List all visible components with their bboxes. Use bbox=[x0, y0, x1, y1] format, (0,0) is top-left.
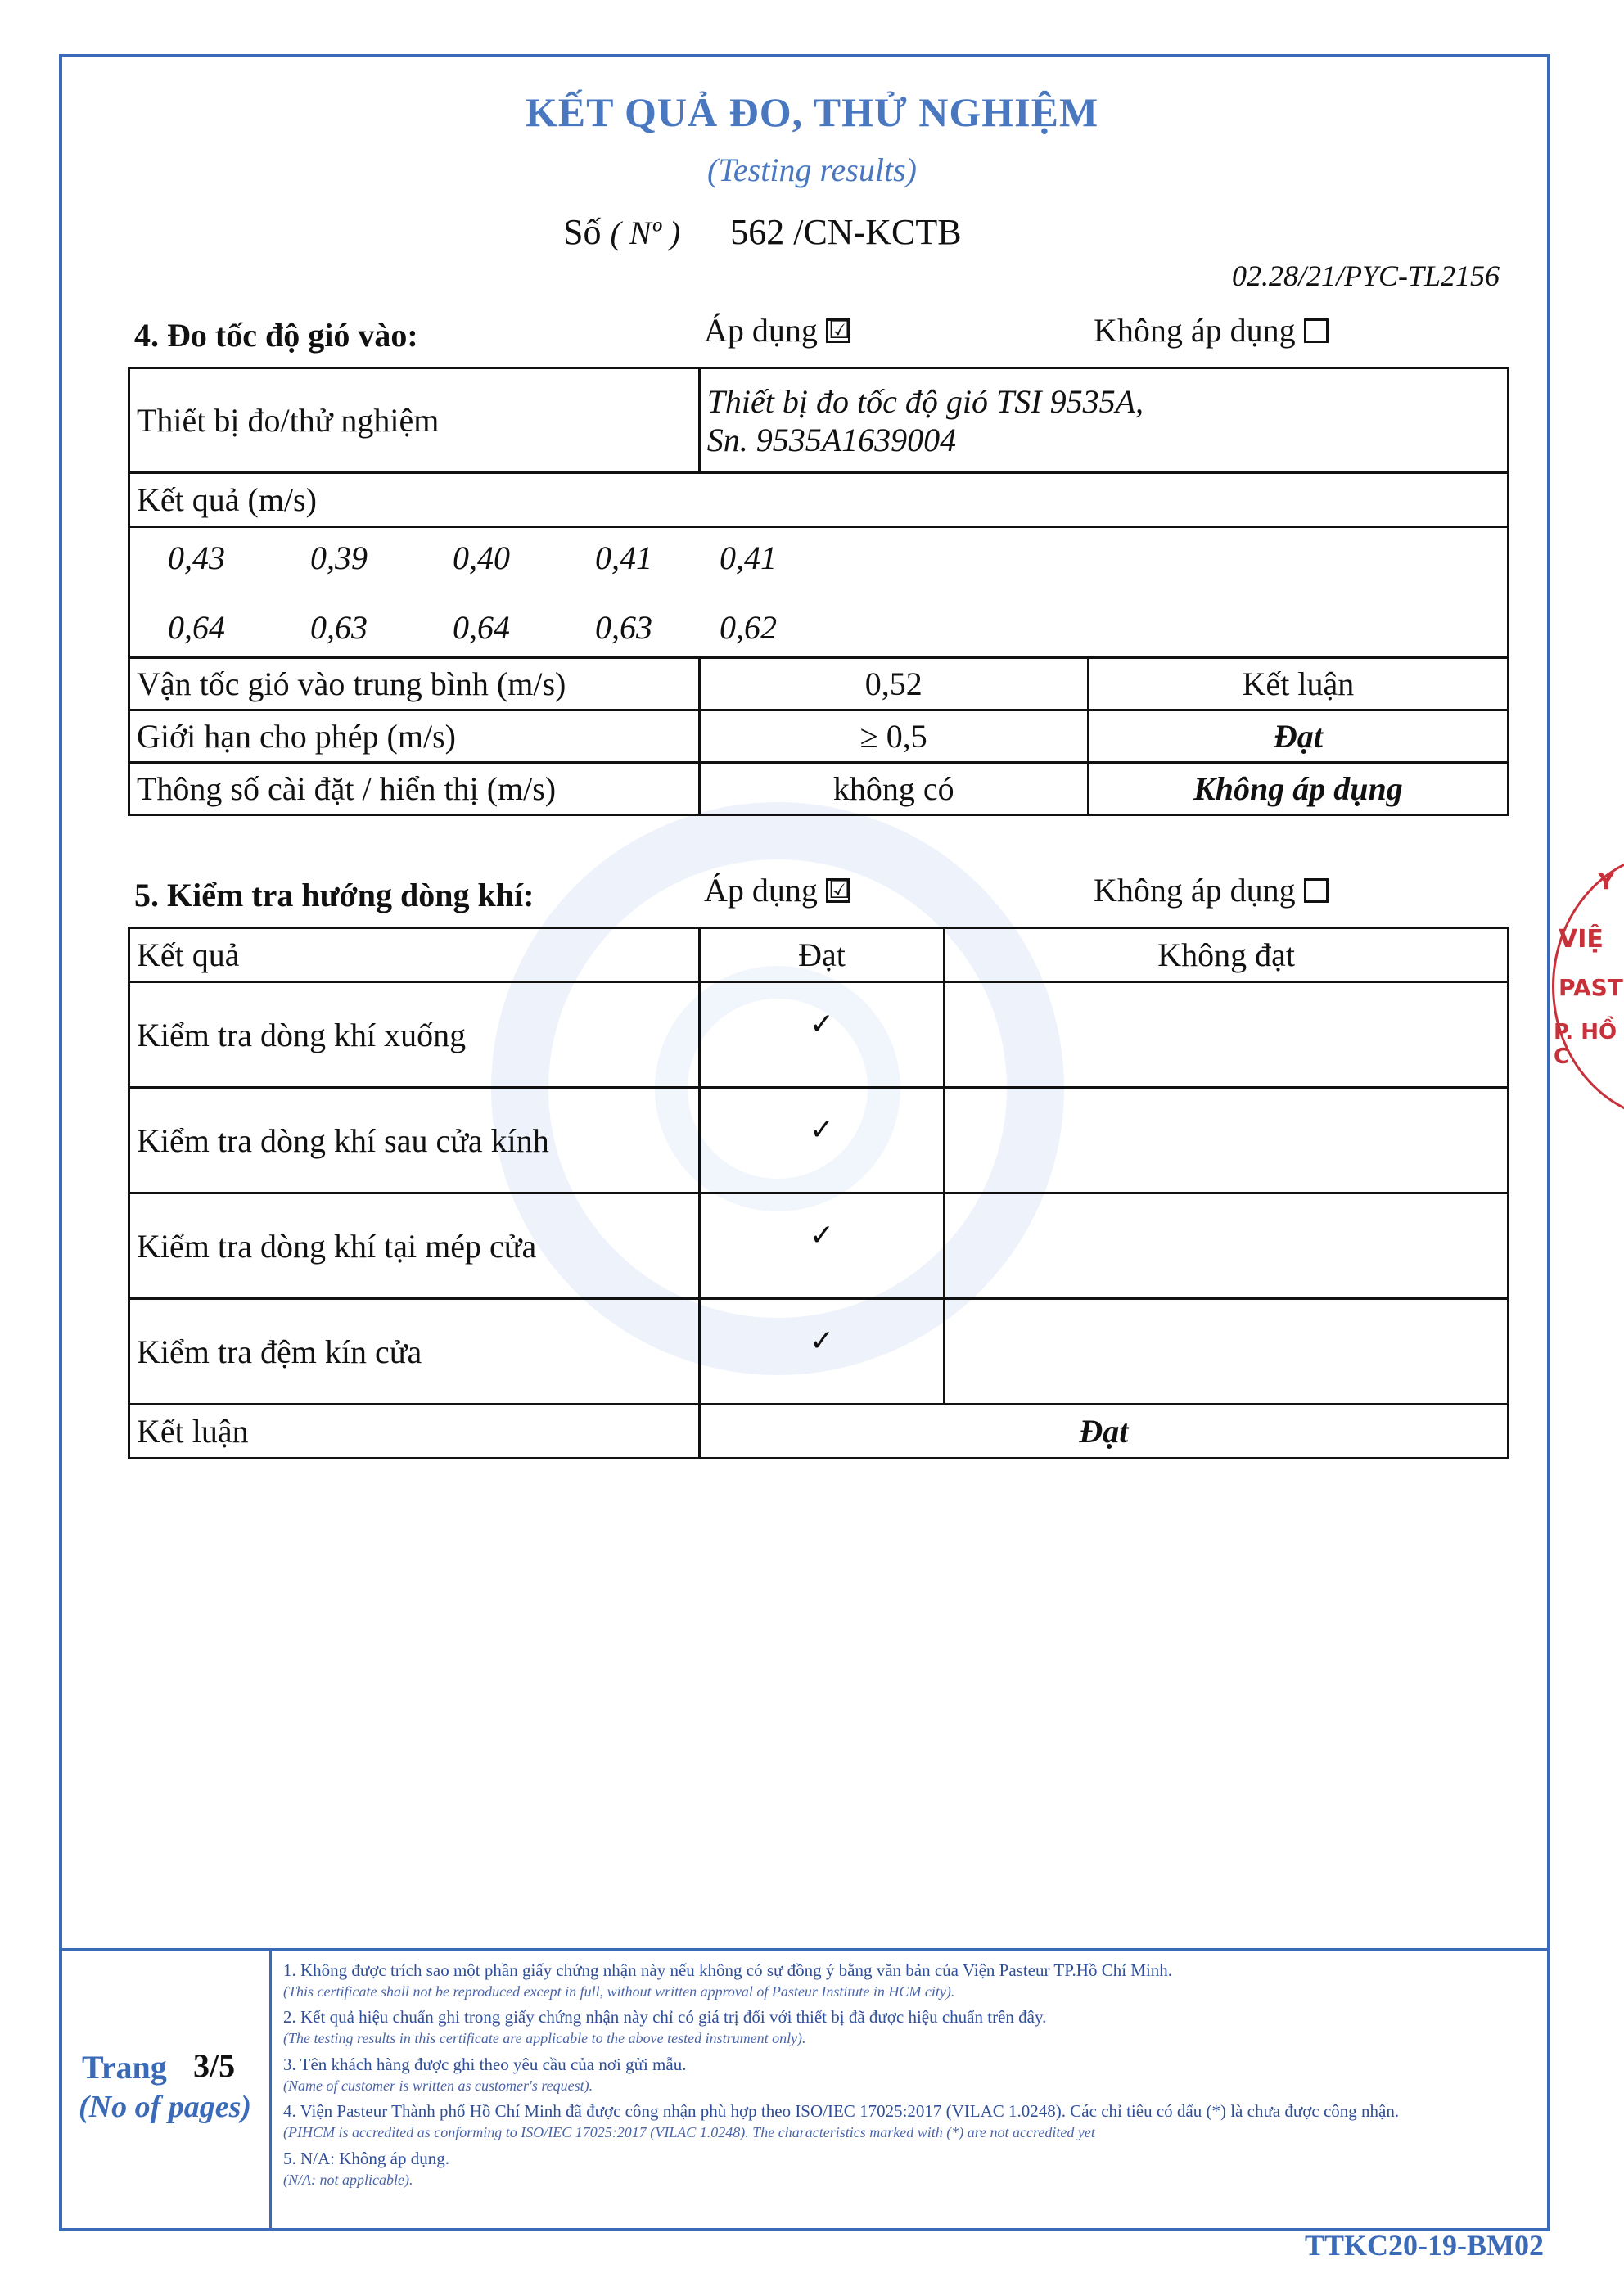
number-value: 562 /CN-KCTB bbox=[730, 212, 962, 252]
device-line-1: Thiết bị đo tốc độ gió TSI 9535A, bbox=[706, 382, 1144, 420]
limit-conclusion: Đạt bbox=[1088, 710, 1508, 763]
footer-notes bbox=[283, 1960, 1536, 2195]
stamp-text-4: P. HỒ C bbox=[1554, 1020, 1617, 1069]
number-label: Số bbox=[563, 212, 602, 252]
limit-label: Giới hạn cho phép (m/s) bbox=[129, 710, 700, 763]
reference-code: 02.28/21/PYC-TL2156 bbox=[1231, 259, 1500, 292]
note-item bbox=[283, 2100, 1536, 2142]
form-code: TTKC20-19-BM02 bbox=[1305, 2229, 1544, 2262]
value-cell: 0,64 bbox=[453, 608, 510, 646]
section5-apply-label: Áp dụng bbox=[704, 872, 818, 909]
check-label: Kiểm tra dòng khí sau cửa kính bbox=[129, 1088, 700, 1193]
limit-value: ≥ 0,5 bbox=[699, 710, 1088, 763]
measured-values bbox=[129, 527, 1509, 658]
section4-apply-checkbox: ☑ bbox=[826, 318, 850, 343]
device-value bbox=[699, 368, 1508, 473]
table-row bbox=[129, 368, 1509, 473]
check-pass: ✓ bbox=[699, 1299, 945, 1405]
section4-apply-label: Áp dụng bbox=[704, 312, 818, 349]
check-label: Kiểm tra dòng khí tại mép cửa bbox=[129, 1193, 700, 1299]
table-row bbox=[129, 928, 1509, 982]
section5-apply-checkbox: ☑ bbox=[826, 878, 850, 903]
section5-heading-text: 5. Kiểm tra hướng dòng khí: bbox=[134, 877, 535, 913]
value-cell: 0,63 bbox=[310, 608, 368, 646]
note-item bbox=[283, 2148, 1536, 2190]
section4-heading bbox=[134, 316, 418, 354]
col-result-header: Kết quả bbox=[129, 928, 700, 982]
value-cell: 0,62 bbox=[720, 608, 777, 646]
section4-table bbox=[128, 367, 1509, 816]
check-pass: ✓ bbox=[699, 1088, 945, 1193]
note-item bbox=[283, 2006, 1536, 2048]
section4-not-apply-option bbox=[1094, 311, 1329, 350]
note-vi: 4. Viện Pasteur Thành phố Hồ Chí Minh đã được công nhận phù hợp theo ISO/IEC 17025:2017 (VILAC 1.0248). Các chỉ tiêu có dấu (*) là chưa được công nhận. bbox=[283, 2101, 1400, 2122]
stamp-text-3: PAST bbox=[1559, 974, 1623, 1001]
check-fail bbox=[945, 1193, 1509, 1299]
check-pass: ✓ bbox=[699, 1193, 945, 1299]
col-fail-header: Không đạt bbox=[945, 928, 1509, 982]
section5-conclusion-label: Kết luận bbox=[129, 1405, 700, 1459]
conclusion-header: Kết luận bbox=[1088, 658, 1508, 710]
value-cell: 0,43 bbox=[168, 539, 225, 576]
check-fail bbox=[945, 1299, 1509, 1405]
page-label: Trang bbox=[82, 2049, 167, 2086]
device-line-2: Sn. 9535A1639004 bbox=[706, 421, 957, 458]
page-label-en: (No of pages) bbox=[79, 2090, 252, 2124]
table-row bbox=[129, 1299, 1509, 1405]
avg-label: Vận tốc gió vào trung bình (m/s) bbox=[129, 658, 700, 710]
section5-not-apply-option bbox=[1094, 871, 1329, 909]
note-vi: 2. Kết quả hiệu chuẩn ghi trong giấy chứng nhận này chỉ có giá trị đối với thiết bị đã được hiệu chuẩn trên đây. bbox=[283, 2007, 1047, 2028]
page-number: 3/5 bbox=[193, 2047, 236, 2084]
value-cell: 0,64 bbox=[168, 608, 225, 646]
section5-not-apply-checkbox bbox=[1304, 878, 1329, 903]
note-en: (This certificate shall not be reproduced except in full, without written approval of Pasteur Institute in HCM city). bbox=[283, 1982, 955, 2000]
document-number bbox=[563, 211, 962, 253]
note-en: (PIHCM is accredited as conforming to ISO/IEC 17025:2017 (VILAC 1.0248). The characteristics marked with (*) are not accredited yet bbox=[283, 2124, 1095, 2141]
section4-not-apply-label: Không áp dụng bbox=[1094, 312, 1296, 349]
table-row bbox=[129, 473, 1509, 527]
values-row-2 bbox=[168, 608, 1500, 647]
official-stamp bbox=[1552, 851, 1624, 1146]
check-label: Kiểm tra dòng khí xuống bbox=[129, 982, 700, 1088]
setting-label: Thông số cài đặt / hiển thị (m/s) bbox=[129, 763, 700, 815]
stamp-text-2: VIỆ bbox=[1559, 925, 1604, 954]
value-cell: 0,39 bbox=[310, 539, 368, 576]
note-en: (Name of customer is written as customer's request). bbox=[283, 2077, 593, 2094]
value-cell: 0,63 bbox=[595, 608, 652, 646]
table-row bbox=[129, 1405, 1509, 1459]
setting-conclusion: Không áp dụng bbox=[1088, 763, 1508, 815]
value-cell: 0,41 bbox=[595, 539, 652, 576]
document-subtitle: (Testing results) bbox=[707, 151, 917, 188]
note-en: (N/A: not applicable). bbox=[283, 2171, 413, 2188]
check-pass: ✓ bbox=[699, 982, 945, 1088]
section5-heading bbox=[134, 876, 534, 914]
device-label: Thiết bị đo/thử nghiệm bbox=[129, 368, 700, 473]
number-label-en: ( Nº ) bbox=[610, 214, 681, 251]
table-row bbox=[129, 1088, 1509, 1193]
check-fail bbox=[945, 982, 1509, 1088]
note-vi: 1. Không được trích sao một phần giấy chứng nhận này nếu không có sự đồng ý bằng văn bản của Viện Pasteur TP.Hồ Chí Minh. bbox=[283, 1960, 1173, 1980]
section5-apply-option bbox=[704, 871, 850, 909]
table-row bbox=[129, 763, 1509, 815]
check-fail bbox=[945, 1088, 1509, 1193]
section4-apply-option bbox=[704, 311, 850, 350]
note-vi: 3. Tên khách hàng được ghi theo yêu cầu của nơi gửi mẫu. bbox=[283, 2054, 687, 2074]
section5-not-apply-label: Không áp dụng bbox=[1094, 872, 1296, 909]
table-row bbox=[129, 1193, 1509, 1299]
value-cell: 0,40 bbox=[453, 539, 510, 576]
note-en: (The testing results in this certificate are applicable to the above tested instrument only). bbox=[283, 2030, 806, 2047]
value-cell: 0,41 bbox=[720, 539, 777, 576]
avg-value: 0,52 bbox=[699, 658, 1088, 710]
setting-value: không có bbox=[699, 763, 1088, 815]
table-row bbox=[129, 710, 1509, 763]
values-row-1 bbox=[168, 539, 1500, 577]
check-label: Kiểm tra đệm kín cửa bbox=[129, 1299, 700, 1405]
note-vi: 5. N/A: Không áp dụng. bbox=[283, 2148, 449, 2168]
document-title: KẾT QUẢ ĐO, THỬ NGHIỆM bbox=[525, 89, 1099, 135]
table-row bbox=[129, 527, 1509, 658]
result-label: Kết quả (m/s) bbox=[129, 473, 1509, 527]
section5-table bbox=[128, 927, 1509, 1459]
section4-not-apply-checkbox bbox=[1304, 318, 1329, 343]
col-pass-header: Đạt bbox=[699, 928, 945, 982]
table-row bbox=[129, 982, 1509, 1088]
note-item bbox=[283, 1960, 1536, 2001]
table-row bbox=[129, 658, 1509, 710]
section5-conclusion-value: Đạt bbox=[699, 1405, 1508, 1459]
note-item bbox=[283, 2054, 1536, 2095]
section4-heading-text: 4. Đo tốc độ gió vào: bbox=[134, 317, 418, 354]
stamp-text-1: Y bbox=[1598, 868, 1615, 895]
